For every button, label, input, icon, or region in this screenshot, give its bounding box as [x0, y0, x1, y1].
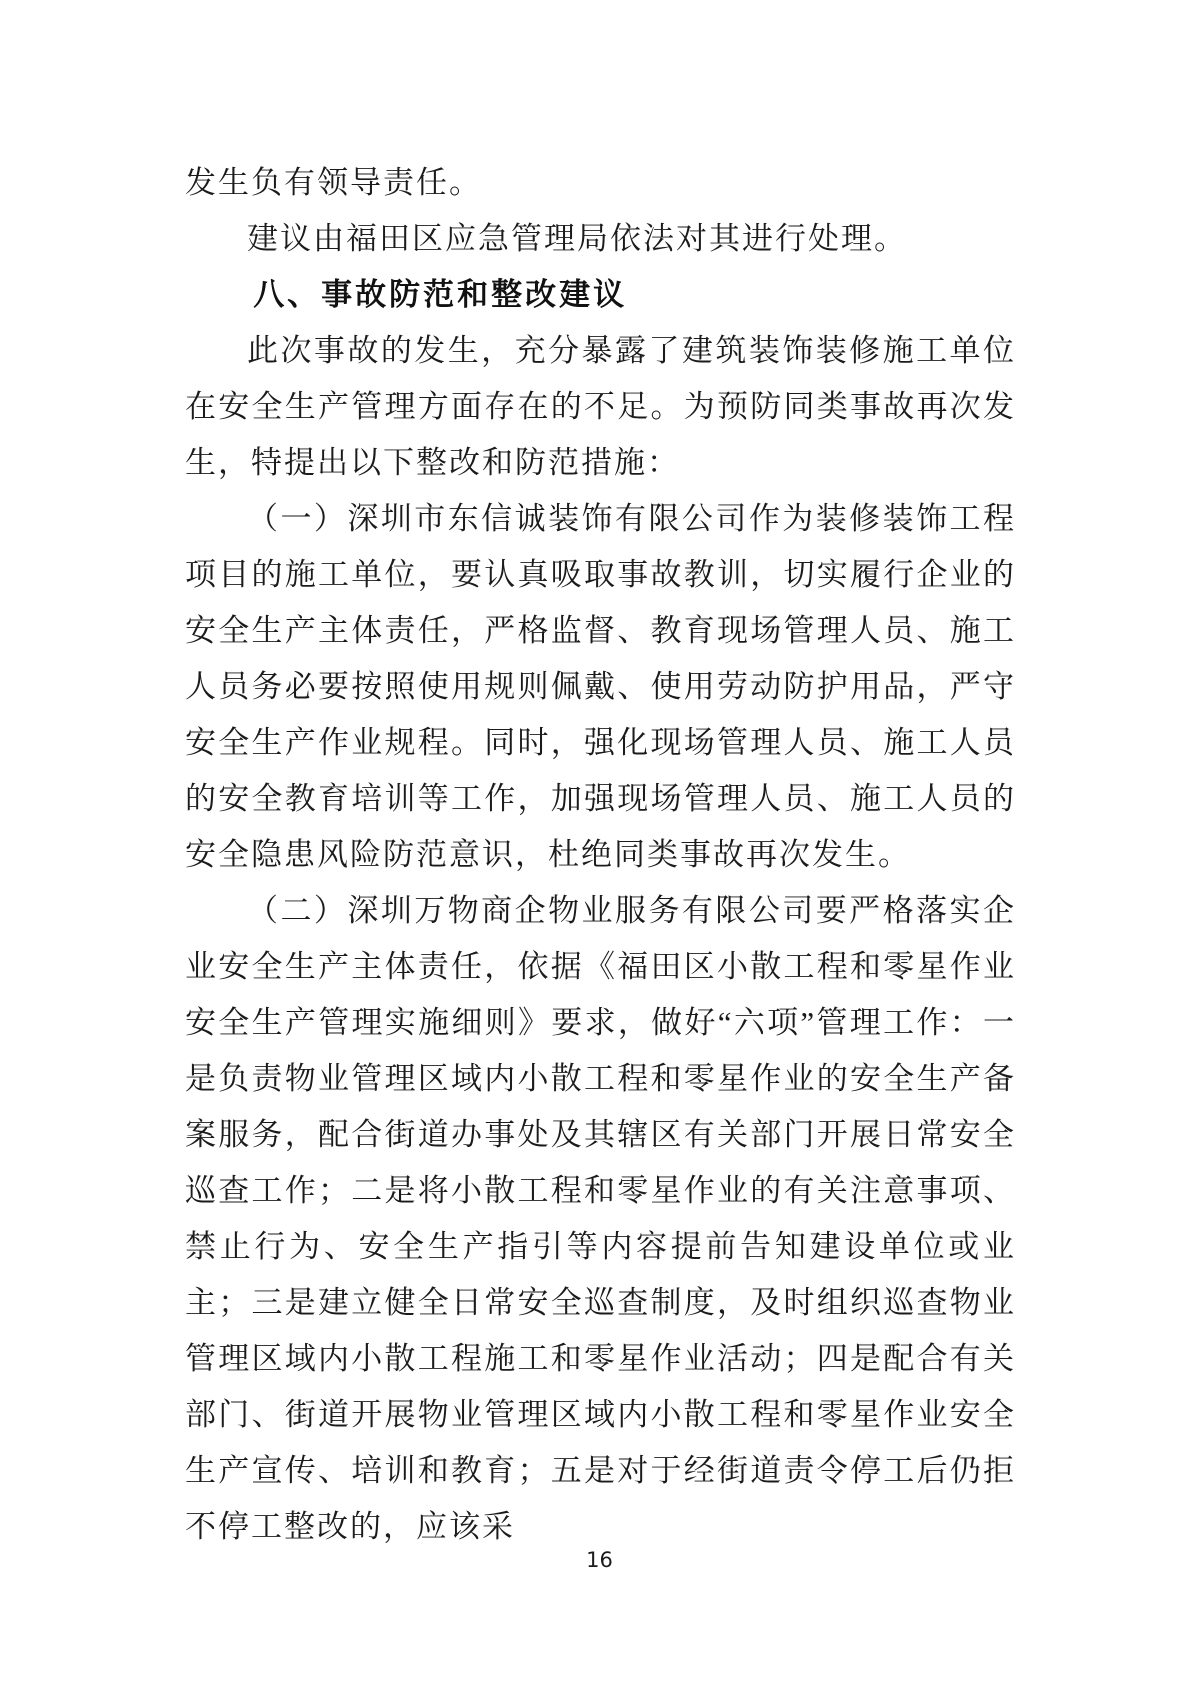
- paragraph-intro: 此次事故的发生，充分暴露了建筑装饰装修施工单位在安全生产管理方面存在的不足。为预防同类事故再次发生，特提出以下整改和防范措施：: [185, 333, 1016, 480]
- paragraph-continuation: 发生负有领导责任。: [185, 165, 482, 200]
- paragraph-measure-2: （二）深圳万物商企物业服务有限公司要严格落实企业安全生产主体责任，依据《福田区小散工程和零星作业安全生产管理实施细则》要求，做好“六项”管理工作：一是负责物业管理区域内小散工程和零星作业的安全生产备案服务，配合街道办事处及其辖区有关部门开展日常安全巡查工作；二是将小散工程和零星作业的有关注意事项、禁止行为、安全生产指引等内容提前告知建设单位或业主；三是建立健全日常安全巡查制度，及时组织巡查物业管理区域内小散工程施工和零星作业活动；四是配合有关部门、街道开展物业管理区域内小散工程和零星作业安全生产宣传、培训和教育；五是对于经街道责令停工后仍拒不停工整改的，应该采: [185, 893, 1016, 1544]
- section-heading: 八、事故防范和整改建议: [253, 277, 628, 312]
- document-body: [185, 155, 1016, 1555]
- page-number: 16: [586, 1548, 613, 1572]
- paragraph-measure-1: （一）深圳市东信诚装饰有限公司作为装修装饰工程项目的施工单位，要认真吸取事故教训，切实履行企业的安全生产主体责任，严格监督、教育现场管理人员、施工人员务必要按照使用规则佩戴、使用劳动防护用品，严守安全生产作业规程。同时，强化现场管理人员、施工人员的安全教育培训等工作，加强现场管理人员、施工人员的安全隐患风险防范意识，杜绝同类事故再次发生。: [185, 501, 1016, 872]
- paragraph-recommendation: 建议由福田区应急管理局依法对其进行处理。: [247, 221, 907, 256]
